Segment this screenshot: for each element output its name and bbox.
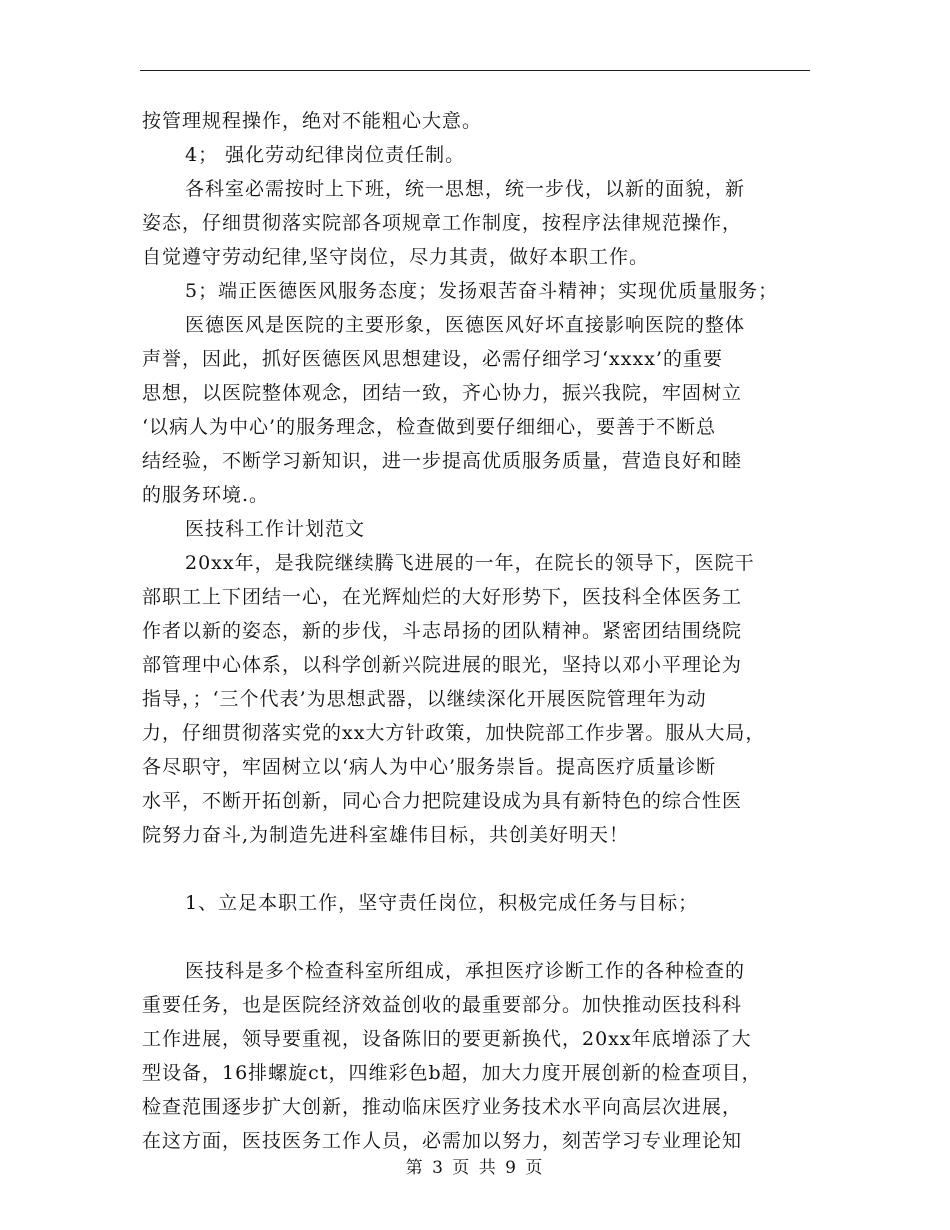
text-line: 重要任务，也是医院经济效益创收的最重要部分。加快推动医技科科 [142,994,743,1016]
text-line: 的服务环境.。 [142,484,270,506]
text-line: 按管理规程操作，绝对不能粗心大意。 [142,110,483,132]
text-line: 部职工上下团结一心，在光辉灿烂的大好形势下，医技科全体医务工 [142,586,743,608]
text-line: 20xx年，是我院继续腾飞进展的一年，在院长的领导下，医院干 [185,552,755,574]
header-rule [140,70,810,71]
text-line: 部管理中心体系，以科学创新兴院进展的眼光，坚持以邓小平理论为 [142,654,743,676]
text-line: 思想，以医院整体观念，团结一致，齐心协力，振兴我院，牢固树立 [142,382,743,404]
text-line: 自觉遵守劳动纪律,坚守岗位，尽力其责，做好本职工作。 [142,246,650,268]
document-body [142,104,832,1158]
text-line: 作者以新的姿态，新的步伐，斗志昂扬的团队精神。紧密团结围绕院 [142,620,743,642]
text-line: 院努力奋斗,为制造先进科室雄伟目标，共创美好明天！ [142,824,630,846]
text-line: 4； 强化劳动纪律岗位责任制。 [185,144,466,166]
text-line: 指导，；‘三个代表’为思想武器，以继续深化开展医院管理年为动 [142,688,707,710]
text-line: 工作进展，领导要重视，设备陈旧的要更新换代，20xx年底增添了大 [142,1028,752,1050]
section-title: 医技科工作计划范文 [185,518,366,540]
text-line: 医德医风是医院的主要形象，医德医风好坏直接影响医院的整体 [185,314,746,336]
page-number-footer: 第 3 页 共 9 页 [405,1158,545,1178]
text-line: 型设备，16排螺旋ct，四维彩色b超，加大力度开展创新的检查项目， [142,1062,762,1084]
paragraph-gap [142,852,832,886]
text-line: 5；端正医德医风服务态度；发扬艰苦奋斗精神；实现优质量服务； [185,280,779,302]
text-line: 声誉，因此，抓好医德医风思想建设，必需仔细学习‘xxxx’的重要 [142,348,723,370]
text-line: 在这方面，医技医务工作人员，必需加以努力，刻苦学习专业理论知 [142,1130,743,1152]
text-line: 结经验，不断学习新知识，进一步提高优质服务质量，营造良好和睦 [142,450,743,472]
list-heading: 1、立足本职工作，坚守责任岗位，积极完成任务与目标； [185,892,699,914]
text-line: 检查范围逐步扩大创新，推动临床医疗业务技术水平向高层次进展， [142,1096,743,1118]
text-line: ‘以病人为中心’的服务理念，检查做到要仔细细心，要善于不断总 [142,416,717,438]
paragraph-gap [142,920,832,954]
text-line: 医技科是多个检查科室所组成，承担医疗诊断工作的各种检查的 [185,960,746,982]
text-line: 姿态，仔细贯彻落实院部各项规章工作制度，按程序法律规范操作， [142,212,743,234]
text-line: 各尽职守，牢固树立以‘病人为中心’服务崇旨。提高医疗质量诊断 [142,756,717,778]
text-line: 各科室必需按时上下班，统一思想，统一步伐，以新的面貌，新 [185,178,746,200]
text-line: 力，仔细贯彻落实党的xx大方针政策，加快院部工作步署。服从大局， [142,722,766,744]
text-line: 水平，不断开拓创新，同心合力把院建设成为具有新特色的综合性医 [142,790,743,812]
